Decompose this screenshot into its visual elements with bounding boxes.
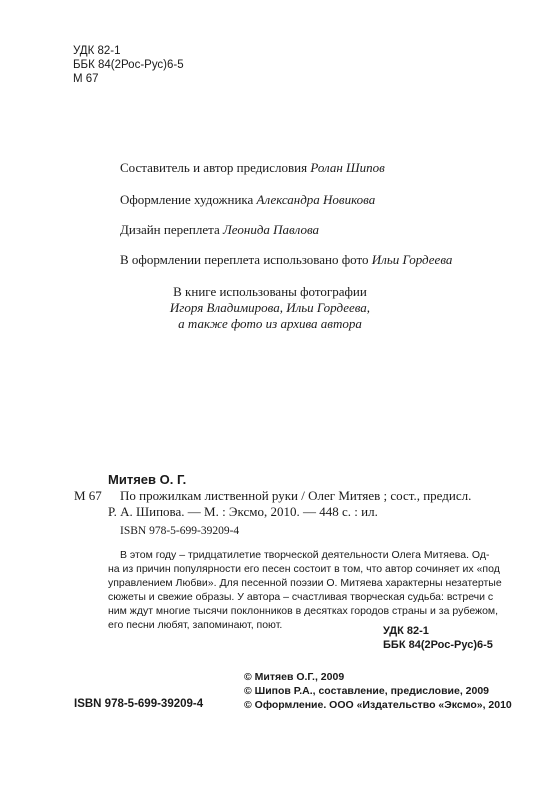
annotation-line: ним ждут многие тысячи поклонников в десятках городов страны и за рубежом, [108,605,499,617]
credit-cover-photo: В оформлении переплета использовано фото Ильи Гордеева [120,252,453,267]
udk-code-bottom: УДК 82-1 [383,625,429,637]
copyright-line: © Оформление. ООО «Издательство «Эксмо», 2010 [244,699,512,711]
udk-code: УДК 82-1 [73,45,121,57]
bbk-code: ББК 84(2Рос-Рус)6-5 [73,59,184,71]
copyright-line: © Митяев О.Г., 2009 [244,671,345,683]
bib-isbn: ISBN 978-5-699-39209-4 [120,525,240,537]
isbn-bottom: ISBN 978-5-699-39209-4 [74,698,204,710]
annotation-line: управлением Любви». Для песенной поэзии О. Митяева характерны незатертые [108,577,502,589]
annotation-line: сюжеты и свежие образы. У автора – счастливая творческая судьба: встречи с [108,591,494,603]
copyright-line: © Шипов Р.А., составление, предисловие, 2009 [244,685,490,697]
annotation [108,548,502,632]
annotation-line: его песни любят, запоминают, поют. [108,619,283,631]
bib-imprint-line: Р. А. Шипова. — М. : Эксмо, 2010. — 448 с. : ил. [108,504,378,519]
author-mark-bib: М 67 [74,488,102,503]
credit-compiler: Составитель и автор предисловия Ролан Шипов [120,160,385,175]
credit-photos: В книге использованы фотографии Игоря Владимирова, Ильи Гордеева, а также фото из архива автора [169,284,371,331]
author-heading: Митяев О. Г. [108,472,187,487]
bib-title-line: По прожилкам лиственной руки / Олег Митяев ; сост., предисл. [120,488,472,503]
credit-design: Оформление художника Александра Новикова [120,192,376,207]
author-mark: М 67 [73,73,99,85]
annotation-line: В этом году – тридцатилетие творческой деятельности Олега Митяева. Од- [120,549,490,561]
copyright-block [244,670,512,712]
classification-codes-top [73,44,184,86]
credit-cover: Дизайн переплета Леонида Павлова [120,222,320,237]
bbk-code-bottom: ББК 84(2Рос-Рус)6-5 [383,639,493,651]
classification-codes-bottom [383,624,493,652]
annotation-line: на из причин популярности его песен состоит в том, что автор сочиняет их «под [108,563,500,575]
